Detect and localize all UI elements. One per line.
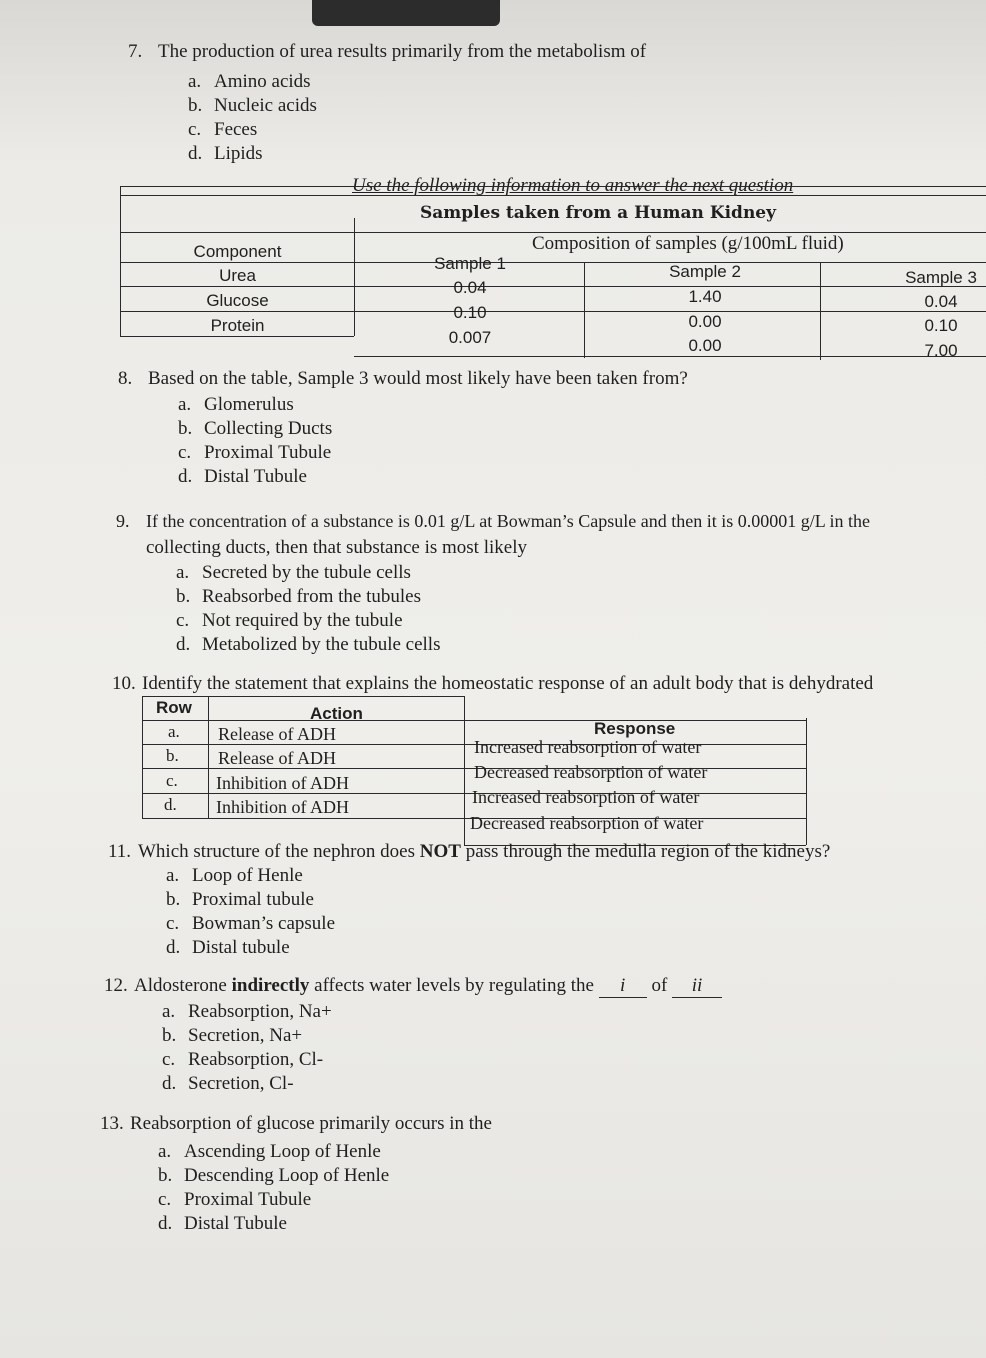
q7-option-b: b. Nucleic acids xyxy=(188,95,317,116)
table-header-sample-3: Sample 3 xyxy=(905,268,977,287)
table-border xyxy=(120,336,354,337)
table-cell: Release of ADH xyxy=(218,724,336,744)
question-number: 7. xyxy=(128,41,143,62)
table-title: Samples taken from a Human Kidney xyxy=(420,203,776,223)
q8-option-c: c. Proximal Tubule xyxy=(178,442,332,463)
q13-option-c: c. Proximal Tubule xyxy=(158,1189,312,1210)
question-9-line-2: collecting ducts, then that substance is most likely xyxy=(146,537,527,558)
table-cell: Urea xyxy=(219,266,256,285)
table-cell: 0.10 xyxy=(924,316,958,335)
question-text: Based on the table, Sample 3 would most likely have been taken from? xyxy=(148,368,688,389)
table-border xyxy=(464,696,465,845)
question-text: The production of urea results primarily from the metabolism of xyxy=(158,41,647,62)
table-cell: Release of ADH xyxy=(218,748,336,768)
q11-option-b: b. Proximal tubule xyxy=(166,889,314,910)
table-cell: 0.10 xyxy=(453,303,487,322)
blank-ii: ii xyxy=(672,974,722,998)
q7-option-c: c. Feces xyxy=(188,119,258,140)
question-13 xyxy=(100,1112,492,1135)
q9-option-a: a. Secreted by the tubule cells xyxy=(176,562,411,583)
blank-i: i xyxy=(599,974,647,998)
q11-option-c: c. Bowman’s capsule xyxy=(166,913,336,934)
table-border xyxy=(806,718,807,845)
table-cell: Protein xyxy=(210,316,265,335)
question-number: 10. xyxy=(112,673,136,694)
question-text: If the concentration of a substance is 0.01 g/L at Bowman’s Capsule and then it is 0.00001 g/L in the xyxy=(146,511,871,531)
table-border xyxy=(120,311,986,312)
table-cell: 1.40 xyxy=(688,287,722,306)
table-caption: Use the following information to answer the next question xyxy=(352,175,794,196)
table-border xyxy=(584,262,585,358)
table-border xyxy=(208,696,209,818)
table-border xyxy=(120,186,121,336)
table-cell: Inhibition of ADH xyxy=(216,773,349,793)
table-cell: Glucose xyxy=(206,291,269,310)
q13-option-a: a. Ascending Loop of Henle xyxy=(158,1141,381,1162)
question-9 xyxy=(116,510,870,533)
table-border xyxy=(142,720,806,721)
question-10 xyxy=(112,672,873,695)
table-header-action: Action xyxy=(310,704,363,723)
question-8 xyxy=(118,367,688,390)
table-border xyxy=(120,195,986,196)
table-subtitle: Composition of samples (g/100mL fluid) xyxy=(532,233,844,254)
open-with-button[interactable] xyxy=(312,0,500,26)
table-cell: Inhibition of ADH xyxy=(216,797,349,817)
q7-option-d: d. Lipids xyxy=(188,143,263,164)
question-text: Reabsorption of glucose primarily occurs in the xyxy=(130,1113,492,1134)
question-7 xyxy=(128,40,646,63)
table-cell: Decreased reabsorption of water xyxy=(470,813,704,833)
table-cell: Increased reabsorption of water xyxy=(474,737,702,757)
table-cell: b. xyxy=(166,746,179,765)
table-header-row: Row xyxy=(156,698,192,717)
q8-option-d: d. Distal Tubule xyxy=(178,466,307,487)
table-cell: 0.00 xyxy=(688,312,722,331)
question-12: 12. Aldosterone indirectly affects water levels by regulating the i of ii xyxy=(104,974,722,998)
q9-option-c: c. Not required by the tubule xyxy=(176,610,403,631)
table-cell: 0.04 xyxy=(924,292,958,311)
q12-option-c: c. Reabsorption, Cl- xyxy=(162,1049,324,1070)
q11-option-d: d. Distal tubule xyxy=(166,937,290,958)
table-cell: d. xyxy=(164,795,177,814)
q13-option-d: d. Distal Tubule xyxy=(158,1213,287,1234)
question-number: 8. xyxy=(118,368,133,389)
q11-option-a: a. Loop of Henle xyxy=(166,865,303,886)
table-cell: Decreased reabsorption of water xyxy=(474,762,708,782)
table-cell: 0.00 xyxy=(688,336,722,355)
table-header-component: Component xyxy=(193,242,282,261)
table-cell: c. xyxy=(166,771,178,790)
table-border xyxy=(120,262,986,263)
table-border xyxy=(120,286,986,287)
question-number: 11. xyxy=(108,841,132,862)
table-border xyxy=(142,696,464,697)
table-cell: 7.00 xyxy=(924,341,958,360)
q13-option-b: b. Descending Loop of Henle xyxy=(158,1165,390,1186)
q12-option-d: d. Secretion, Cl- xyxy=(162,1073,294,1094)
table-border xyxy=(120,186,986,187)
question-text: Identify the statement that explains the homeostatic response of an adult body that is dehydrated xyxy=(142,673,874,694)
q9-option-d: d. Metabolized by the tubule cells xyxy=(176,634,441,655)
q12-option-a: a. Reabsorption, Na+ xyxy=(162,1001,332,1022)
question-number: 9. xyxy=(116,511,130,531)
q7-option-a: a. Amino acids xyxy=(188,71,311,92)
table-header-response: Response xyxy=(594,719,676,738)
question-number: 13. xyxy=(100,1113,124,1134)
table-border xyxy=(354,356,986,357)
q8-option-b: b. Collecting Ducts xyxy=(178,418,333,439)
q9-option-b: b. Reabsorbed from the tubules xyxy=(176,586,421,607)
question-11: 11. Which structure of the nephron does NOT pass through the medulla region of the kidneys? xyxy=(108,841,831,862)
table-cell: 0.04 xyxy=(453,278,487,297)
table-border xyxy=(354,218,355,336)
q12-option-b: b. Secretion, Na+ xyxy=(162,1025,303,1046)
table-header-sample-1: Sample 1 xyxy=(434,254,506,273)
table-cell: a. xyxy=(168,722,180,741)
table-header-sample-2: Sample 2 xyxy=(669,262,741,281)
table-border xyxy=(142,696,143,818)
table-cell: 0.007 xyxy=(448,328,492,347)
question-number: 12. xyxy=(104,975,128,996)
q8-option-a: a. Glomerulus xyxy=(178,394,294,415)
table-cell: Increased reabsorption of water xyxy=(472,787,700,807)
